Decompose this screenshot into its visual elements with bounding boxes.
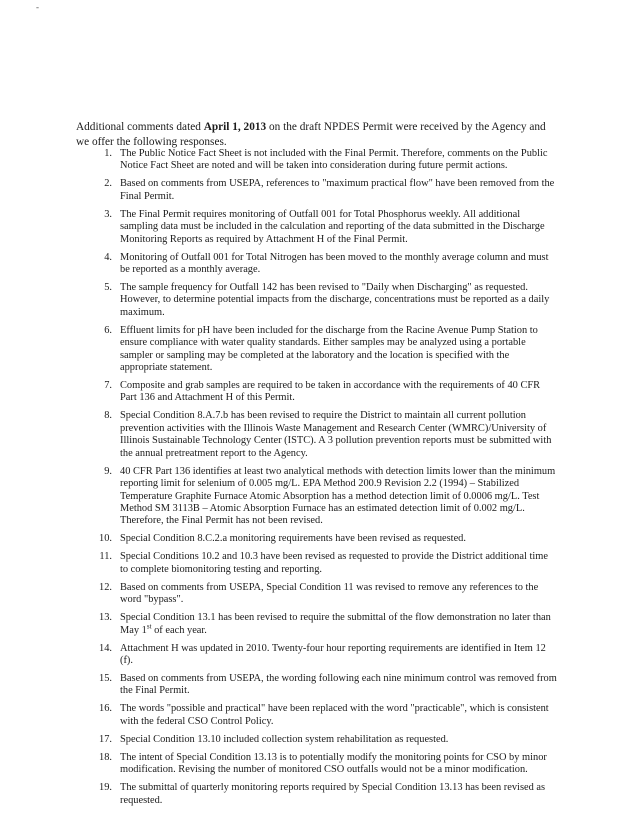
item-text: Special Conditions 10.2 and 10.3 have been revised as requested to provide the District additional time to complete biomonitoring testing and reporting. xyxy=(120,551,548,575)
list-item xyxy=(76,673,558,698)
list-item xyxy=(76,533,558,545)
item-number: 9. xyxy=(104,465,112,477)
list-item xyxy=(76,582,558,607)
item-number: 6. xyxy=(104,324,112,336)
item-number: 16. xyxy=(99,703,112,715)
item-number: 19. xyxy=(99,782,112,794)
list-item xyxy=(76,703,558,728)
item-text: The words "possible and practical" have been replaced with the word "practicable", which is consistent with the federal CSO Control Policy. xyxy=(120,703,549,727)
item-text: The Final Permit requires monitoring of Outfall 001 for Total Phosphorus weekly. All additional sampling data must be included in the calculation and reporting of the data submitted in the Discharge Monitoring Reports as required by Attachment H of the Final Permit. xyxy=(120,208,545,245)
item-text: Attachment H was updated in 2010. Twenty-four hour reporting requirements are identified in Item 12 (f). xyxy=(120,642,546,666)
list-item xyxy=(76,380,558,405)
list-item xyxy=(76,752,558,777)
item-text: Based on comments from USEPA, Special Condition 11 was revised to remove any references to the word "bypass". xyxy=(120,581,539,606)
item-text-tail: of each year. xyxy=(151,624,207,636)
list-item xyxy=(76,148,558,173)
item-number: 3. xyxy=(104,208,112,220)
item-text: Based on comments from USEPA, references to "maximum practical flow" have been removed from the Final Permit. xyxy=(120,178,555,202)
list-item xyxy=(76,410,558,460)
item-number: 7. xyxy=(104,380,112,392)
ordinal-suffix: st xyxy=(146,622,152,631)
item-number: 5. xyxy=(104,282,112,294)
item-text xyxy=(120,612,558,637)
list-item xyxy=(76,178,558,203)
intro-text-before: Additional comments dated xyxy=(76,121,204,134)
intro-text-after: on the draft NPDES Permit were received by the Agency and we offer the following responses. xyxy=(76,121,546,149)
item-number: 15. xyxy=(99,672,112,684)
item-text: Special Condition 8.C.2.a monitoring requirements have been revised as requested. xyxy=(120,533,466,545)
list-item xyxy=(76,466,558,528)
item-number: 12. xyxy=(99,581,112,593)
item-number: 17. xyxy=(99,733,112,745)
intro-date: April 1, 2013 xyxy=(203,121,267,134)
list-item xyxy=(76,643,558,668)
list-item xyxy=(76,252,558,277)
list-item xyxy=(76,209,558,246)
item-number: 10. xyxy=(99,533,112,545)
corner-mark: - xyxy=(36,2,39,12)
item-number: 8. xyxy=(104,410,112,422)
list-item xyxy=(76,325,558,375)
item-number: 2. xyxy=(104,178,112,190)
item-number: 1. xyxy=(104,148,112,159)
item-number: 4. xyxy=(104,251,112,263)
item-text: The Public Notice Fact Sheet is not included with the Final Permit. Therefore, comments on the Public Notice Fact Sheet are noted and will be taken into consideration during future permit actions. xyxy=(120,148,548,172)
list-item xyxy=(76,612,558,637)
item-text: Special Condition 13.10 included collection system rehabilitation as requested. xyxy=(120,733,449,745)
list-item xyxy=(76,734,558,746)
item-text: Effluent limits for pH have been included for the discharge from the Racine Avenue Pump Station to ensure compliance with water quality standards. Either samples may be analyzed using a portable sampler or sampling may be completed at the laboratory and the location is specified with the appropriate statement. xyxy=(120,324,538,374)
item-text: The intent of Special Condition 13.13 is to potentially modify the monitoring points for CSO by minor modification. Revising the number of monitored CSO outfalls would not be a minor modification. xyxy=(120,751,547,776)
item-text-main: Special Condition 13.1 has been revised to require the submittal of the flow demonstration no later than May 1 xyxy=(120,612,551,636)
item-text: Composite and grab samples are required to be taken in accordance with the requirements of 40 CFR Part 136 and Attachment H of this Permit. xyxy=(120,380,541,404)
list-item xyxy=(76,551,558,576)
item-text: Based on comments from USEPA, the wording following each nine minimum control was removed from the Final Permit. xyxy=(120,672,557,697)
list-item xyxy=(76,282,558,319)
item-text: The sample frequency for Outfall 142 has been revised to "Daily when Discharging" as requested. However, to determine potential impacts from the discharge, concentrations must be reported as a daily maximum. xyxy=(120,282,550,318)
intro-paragraph xyxy=(76,120,558,150)
item-number: 18. xyxy=(99,751,112,763)
list-item xyxy=(76,782,558,807)
item-text: 40 CFR Part 136 identifies at least two analytical methods with detection limits lower than the minimum reporting limit for selenium of 0.005 mg/L. EPA Method 200.9 Revision 2.2 (1994) – Stabilized Temperature Graphite Furnace Atomic Absorption has a method detection limit of 0.0006 mg/L. Test Method SM 3113B – Atomic Absorption Furnace has an estimated detection limit of 0.002 mg/L. Therefore, the Final Permit has not been revised. xyxy=(120,465,556,527)
item-text: Special Condition 8.A.7.b has been revised to require the District to maintain all current pollution prevention activities with the Illinois Waste Management and Research Center (WMRC)/University of Illinois Sustainable Technology Center (ISTC). A 3 pollution prevention reports must be submitted with the annual pretreatment report to the Agency. xyxy=(120,410,552,459)
response-list xyxy=(76,148,558,813)
item-number: 13. xyxy=(99,612,112,624)
item-number: 14. xyxy=(99,642,112,654)
item-text: The submittal of quarterly monitoring reports required by Special Condition 13.13 has been revised as requested. xyxy=(120,782,546,806)
item-text: Monitoring of Outfall 001 for Total Nitrogen has been moved to the monthly average column and must be reported as a monthly average. xyxy=(120,251,549,276)
item-number: 11. xyxy=(99,551,112,563)
